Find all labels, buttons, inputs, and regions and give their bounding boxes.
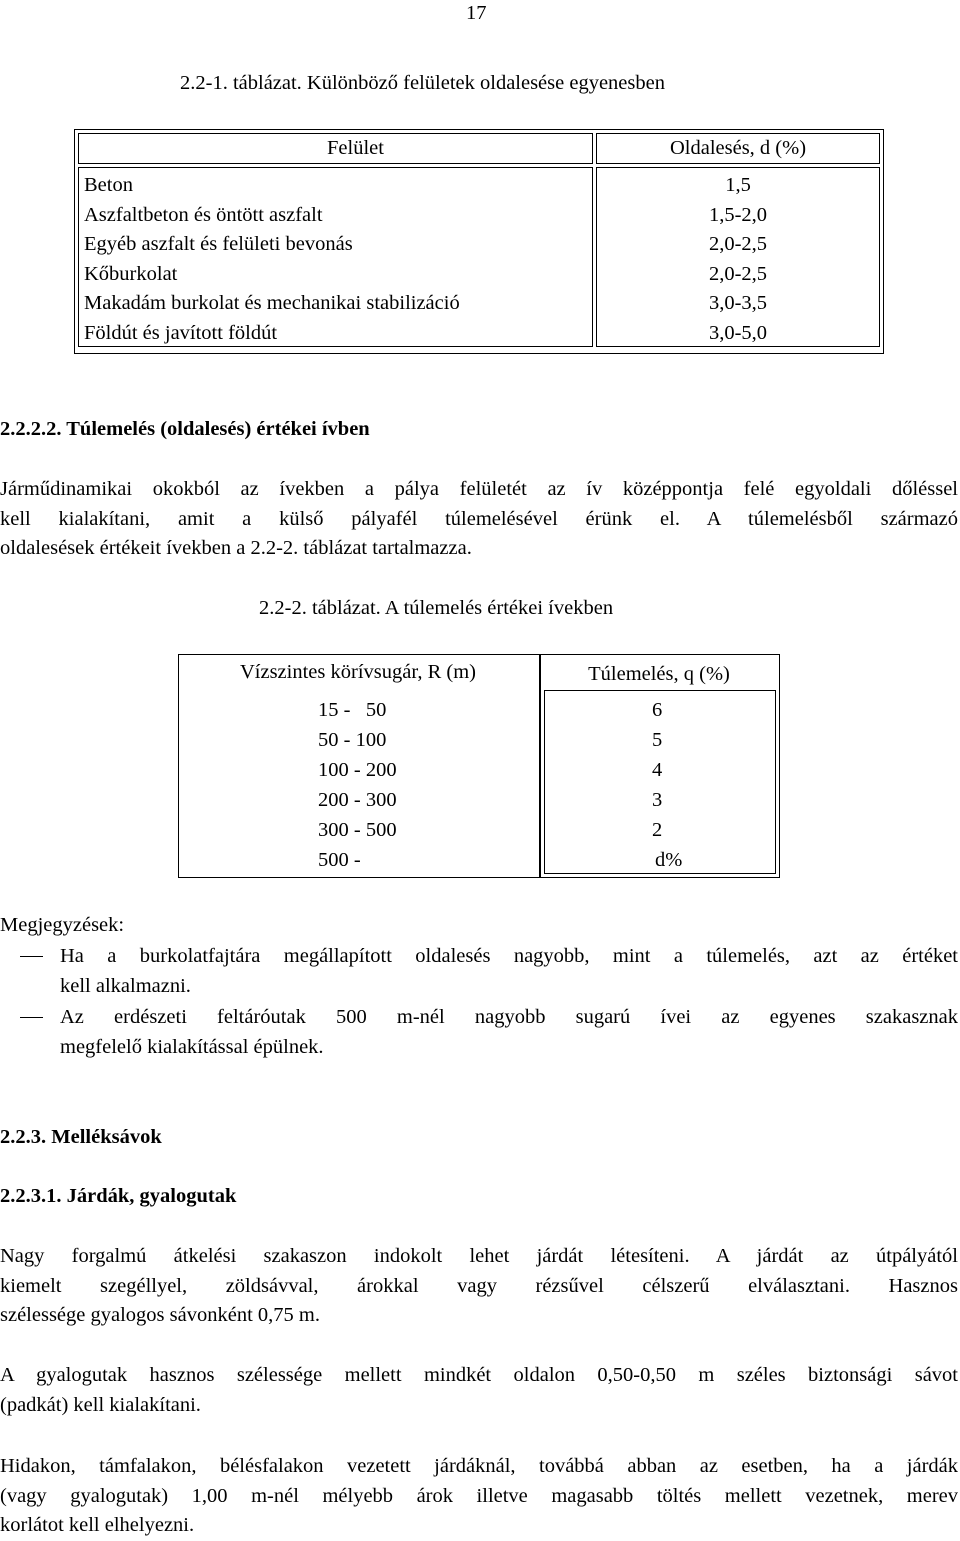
table1-header-surface-cell [78, 133, 593, 164]
table2-radius-column [318, 696, 397, 876]
table1-row-slope: 2,0-2,5 [708, 262, 768, 285]
table1-surface-column [84, 171, 460, 348]
table1-row-surface: Makadám burkolat és mechanikai stabilizáció [84, 292, 460, 314]
paragraph-line: (vagy gyalogutak) 1,00 m-nél mélyebb árok illetve magasabb töltés mellett vezetnek, merev [0, 1484, 958, 1507]
table2-row-superelevation: d% [655, 849, 683, 871]
table2-row-radius: 500 - [318, 849, 361, 871]
table2-header-radius: Vízszintes körívsugár, R (m) [239, 661, 477, 683]
table2-caption: 2.2-2. táblázat. A túlemelés értékei ívekben [259, 597, 614, 619]
paragraph-line: Nagy forgalmú átkelési szakaszon indokolt lehet járdát létesíteni. A járdát az útpályától [0, 1245, 958, 1267]
note-text [60, 942, 958, 1001]
table2-row-radius: 200 - 300 [318, 789, 397, 811]
section-heading-side-lanes: 2.2.3. Melléksávok [0, 1126, 162, 1148]
note-line: Az erdészeti feltáróutak 500 m-nél nagyobb sugarú ívei az egyenes szakasznak [60, 1006, 958, 1028]
paragraph-line: (padkát) kell kialakítani. [0, 1393, 201, 1416]
table1-row-slope: 1,5 [725, 174, 751, 196]
table1-header-slope-cell [596, 133, 880, 164]
table2-row-superelevation: 5 [652, 729, 663, 751]
sidewalks-paragraph-1 [0, 1242, 958, 1331]
table1 [74, 129, 884, 354]
paragraph-line: Hidakon, támfalakon, bélésfalakon vezetett járdáknál, továbbá abban az esetben, ha a járdák [0, 1455, 958, 1477]
dash-bullet-icon [20, 1017, 43, 1018]
table1-row-surface: Kőburkolat [84, 262, 178, 285]
table2-row-superelevation: 2 [652, 819, 663, 841]
table2-row-superelevation: 4 [652, 759, 663, 781]
table2-row-radius: 100 - 200 [318, 759, 397, 781]
table2-header-superelevation: Túlemelés, q (%) [588, 663, 730, 685]
table2-row-radius: 300 - 500 [318, 819, 397, 841]
table1-header-surface: Felület [327, 137, 384, 159]
note-line: Ha a burkolatfajtára megállapított oldalesés nagyobb, mint a túlemelés, azt az értéket [60, 945, 958, 967]
table2-row-superelevation: 6 [652, 699, 663, 721]
paragraph-line: szélessége gyalogos sávonként 0,75 m. [0, 1304, 320, 1326]
table2-superelevation-column [652, 696, 682, 876]
paragraph-line: oldalesések értékeit ívekben a 2.2-2. táblázat tartalmazza. [0, 537, 472, 559]
paragraph-line: kiemelt szegéllyel, zöldsávval, árokkal vagy rézsűvel célszerű elválasztani. Hasznos [0, 1274, 958, 1297]
table1-body-slope-cell [596, 167, 880, 347]
note-item [20, 942, 958, 1002]
table1-row-surface: Beton [84, 174, 133, 196]
table1-row-slope: 3,0-3,5 [708, 292, 768, 314]
table1-row-slope: 1,5-2,0 [708, 203, 768, 226]
sidewalks-paragraph-2 [0, 1361, 958, 1420]
table1-caption: 2.2-1. táblázat. Különböző felületek oldalesése egyenesben [180, 72, 665, 94]
paragraph-line: kell kialakítani, amit a külső pályafél túlemelésével érünk el. A túlemelésből származó [0, 507, 958, 530]
table1-row-surface: Egyéb aszfalt és felületi bevonás [84, 233, 353, 255]
section-heading-sidewalks: 2.2.3.1. Járdák, gyalogutak [0, 1185, 237, 1207]
table1-slope-column [597, 171, 879, 348]
note-line: megfelelő kialakítással épülnek. [60, 1035, 324, 1058]
table2-row-radius: 50 - 100 [318, 729, 387, 751]
table1-header-slope: Oldalesés, d (%) [669, 137, 807, 159]
table2 [178, 654, 780, 880]
section-heading-superelevation: 2.2.2.2. Túlemelés (oldalesés) értékei ívben [0, 418, 370, 440]
paragraph-line: Járműdinamikai okokból az ívekben a pálya felületét az ív középpontja felé egyoldali dőléssel [0, 478, 958, 500]
table1-row-surface: Aszfaltbeton és öntött aszfalt [84, 203, 323, 226]
superelevation-paragraph [0, 475, 958, 564]
table1-row-surface: Földút és javított földút [84, 321, 278, 344]
table2-row-radius: 15 - 50 [318, 699, 387, 721]
page-number: 17 [466, 2, 487, 24]
note-line: kell alkalmazni. [60, 974, 191, 997]
paragraph-line: A gyalogutak hasznos szélessége mellett mindkét oldalon 0,50-0,50 m széles biztonsági sávot [0, 1364, 958, 1386]
note-item [20, 1003, 958, 1063]
table1-row-slope: 2,0-2,5 [708, 233, 768, 255]
sidewalks-paragraph-3 [0, 1452, 958, 1541]
table1-body-surface-cell [78, 167, 593, 347]
table1-row-slope: 3,0-5,0 [708, 321, 768, 344]
note-text [60, 1003, 958, 1062]
notes-title: Megjegyzések: [0, 914, 125, 936]
table2-row-superelevation: 3 [652, 789, 663, 811]
dash-bullet-icon [20, 956, 43, 957]
paragraph-line: korlátot kell elhelyezni. [0, 1514, 195, 1536]
